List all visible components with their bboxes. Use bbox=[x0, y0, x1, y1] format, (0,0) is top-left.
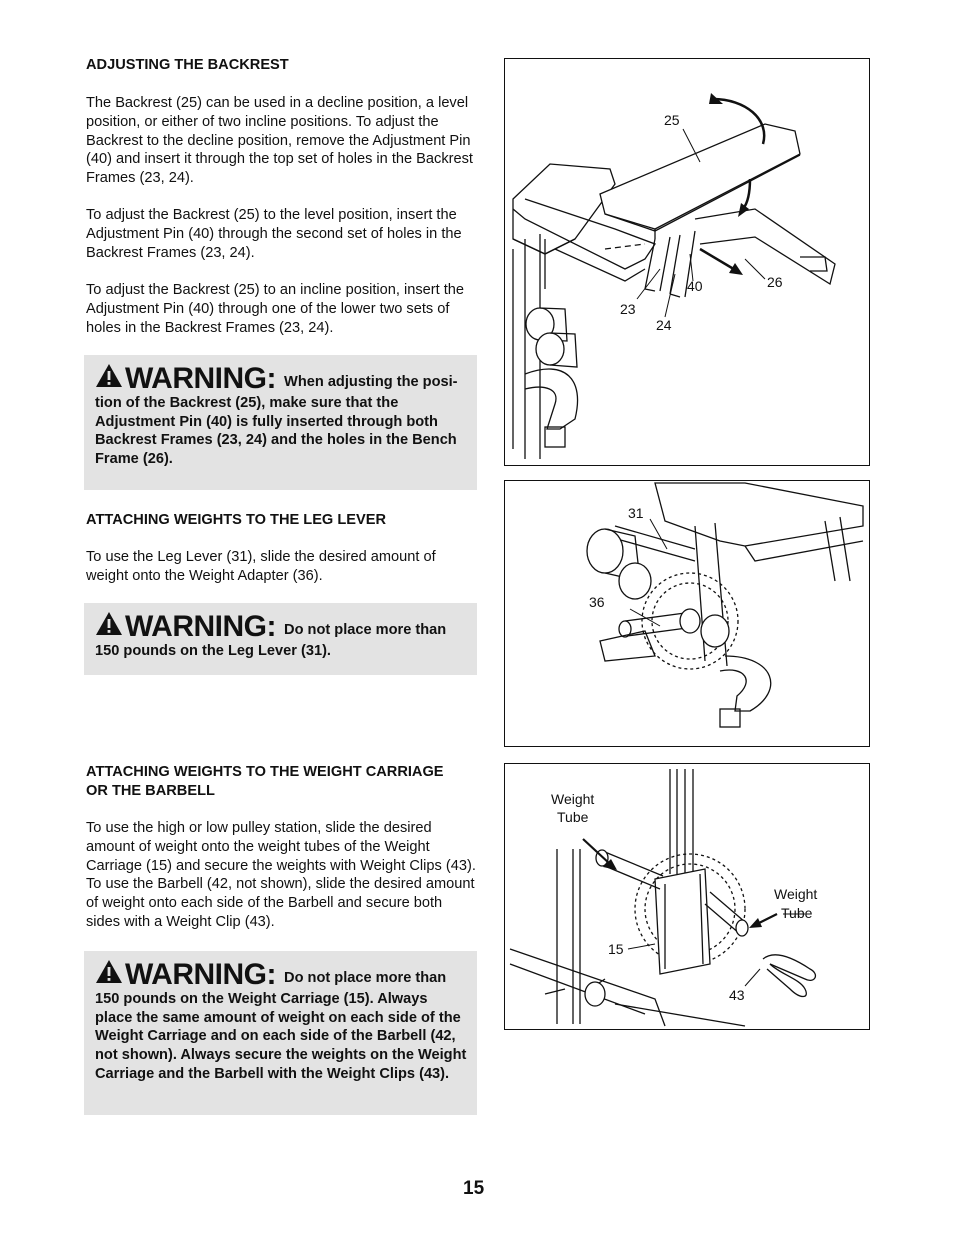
figure-backrest bbox=[504, 58, 870, 466]
paragraph-leg-lever: To use the Leg Lever (31), slide the desired amount of weight onto the Weight Adapter (36). bbox=[86, 549, 436, 584]
part-label-15: 15 bbox=[608, 941, 624, 957]
label-weight-tube-right: Weight bbox=[774, 886, 818, 902]
heading-line: ATTACHING WEIGHTS TO THE WEIGHT CARRIAGE bbox=[86, 764, 444, 780]
warning-triangle-icon bbox=[95, 959, 123, 990]
backrest-illustration bbox=[505, 59, 868, 464]
label-weight-tube-left: Weight bbox=[551, 791, 595, 807]
heading-line: OR THE BARBELL bbox=[86, 783, 215, 799]
warning-text: 150 pounds on the Leg Lever (31). bbox=[95, 642, 331, 659]
part-label-26: 26 bbox=[767, 274, 783, 290]
paragraph-backrest-level: To adjust the Backrest (25) to the level position, insert the Adjustment Pin (40) through the second set of holes in the Backrest Frames (23, 24). bbox=[86, 207, 462, 261]
warning-text-lead: Do not place more than bbox=[284, 970, 447, 986]
label-weight-tube-right: Tube bbox=[781, 905, 813, 921]
part-label-25: 25 bbox=[664, 112, 680, 128]
warning-triangle-icon bbox=[95, 611, 123, 642]
paragraph-backrest-incline: To adjust the Backrest (25) to an incline position, insert the Adjustment Pin (40) through one of the lower two sets of holes in the Backrest Frames (23, 24). bbox=[86, 282, 465, 336]
label-weight-tube-left: Tube bbox=[557, 809, 589, 825]
part-label-23: 23 bbox=[620, 301, 636, 317]
warning-text: tion of the Backrest (25), make sure that the Adjustment Pin (40) is fully inserted through both Backrest Frames (23, 24) and the holes in the Bench Frame (26). bbox=[95, 394, 457, 468]
warning-box-weight-carriage bbox=[84, 951, 477, 1115]
paragraph-weight-carriage: To use the high or low pulley station, slide the desired amount of weight onto the weight tubes of the Weight Carriage (15) and secure the weights with Weight Clips (43). To use the Barbell (42, not shown), slide the desired amount of weight onto each side of the Barbell and secure both sides with a Weight Clip (43). bbox=[86, 820, 476, 930]
warning-box-leg-lever bbox=[84, 603, 477, 675]
part-label-31: 31 bbox=[628, 505, 644, 521]
paragraph-backrest-decline: The Backrest (25) can be used in a decline position, a level position, or either of two incline positions. To adjust the Backrest to the decline position, remove the Adjustment Pin (40) and insert it through the top set of holes in the Backrest Frames (23, 24). bbox=[86, 95, 473, 187]
warning-text-lead: When adjusting the posi- bbox=[284, 374, 458, 390]
figure-weight-carriage bbox=[504, 763, 870, 1030]
heading-weight-carriage bbox=[86, 763, 478, 801]
part-label-24: 24 bbox=[656, 317, 672, 333]
heading-leg-lever: ATTACHING WEIGHTS TO THE LEG LEVER bbox=[86, 512, 386, 528]
leg-lever-illustration bbox=[505, 481, 868, 745]
heading-adjusting-backrest: ADJUSTING THE BACKREST bbox=[86, 57, 289, 73]
warning-triangle-icon bbox=[95, 363, 123, 394]
part-label-40: 40 bbox=[687, 278, 703, 294]
warning-label: WARNING: bbox=[125, 958, 276, 991]
warning-text-lead: Do not place more than bbox=[284, 622, 447, 638]
warning-text: 150 pounds on the Weight Carriage (15). Always place the same amount of weight on each side of the Weight Carriage and on each side of the Barbell (42, not shown). Always secure the weights on the Weight Carriage and the Barbell with the Weight Clips (43). bbox=[95, 990, 467, 1082]
warning-label: WARNING: bbox=[125, 610, 276, 643]
warning-box-backrest bbox=[84, 355, 477, 490]
page-number: 15 bbox=[463, 1178, 485, 1199]
weight-carriage-illustration bbox=[505, 764, 868, 1028]
figure-leg-lever bbox=[504, 480, 870, 747]
warning-label: WARNING: bbox=[125, 362, 276, 395]
part-label-43: 43 bbox=[729, 987, 745, 1003]
part-label-36: 36 bbox=[589, 594, 605, 610]
